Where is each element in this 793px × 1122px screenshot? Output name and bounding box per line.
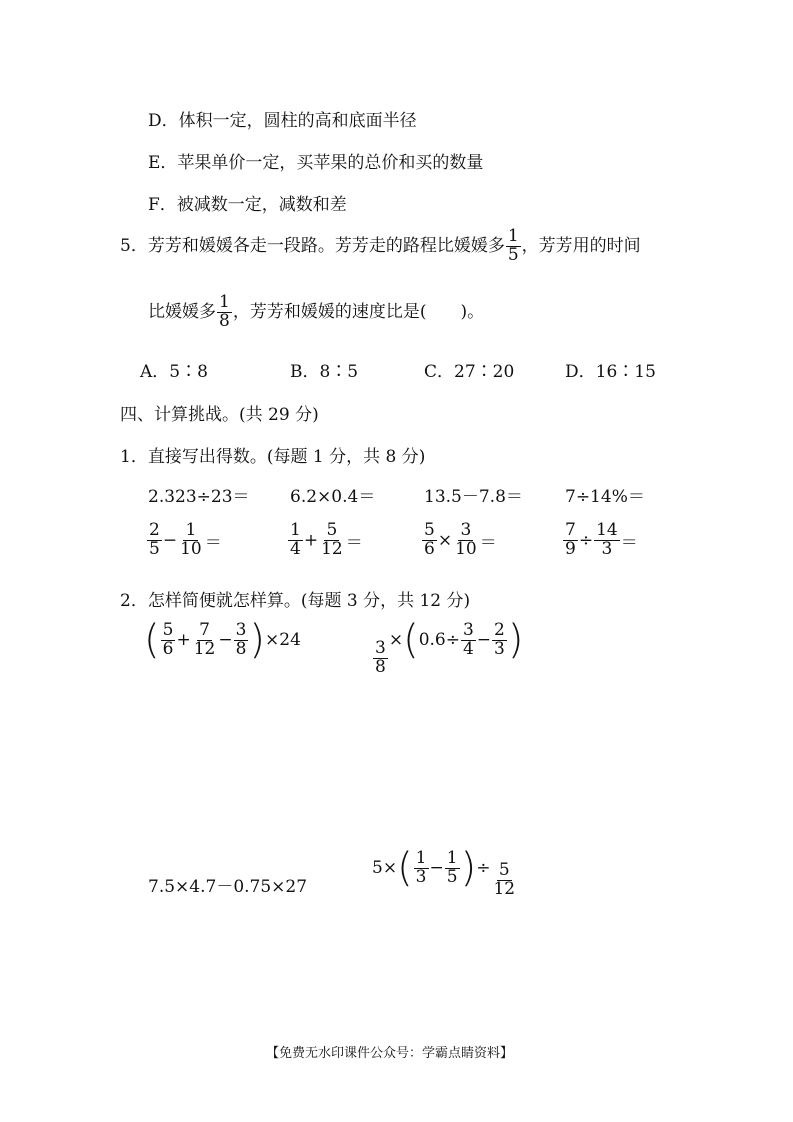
calc-2: 6.2×0.4＝ — [290, 487, 376, 507]
q1-title: 1．直接写出得数。(每题 1 分，共 8 分) — [120, 447, 426, 467]
q5-choice-d: D．16∶15 — [565, 362, 656, 382]
calc-1: 2.323÷23＝ — [148, 487, 250, 507]
q5-text-c: 比媛媛多 — [148, 301, 216, 322]
section-title: 四、计算挑战。(共 29 分) — [120, 405, 319, 425]
calc-8: $\frac{7}{9}$ ÷ $\frac{14}{3}$ ＝ — [565, 520, 638, 559]
footer-note: 【免费无水印课件公众号：学霸点睛资料】 — [266, 1046, 514, 1061]
q5-text-a: 5．芳芳和媛媛各走一段路。芳芳走的路程比媛媛多 — [120, 235, 505, 256]
q5-choice-a: A．5∶8 — [140, 362, 208, 382]
q5-text-b: ，芳芳用的时间 — [521, 235, 641, 256]
expr-1: ( $\frac{5}{6}$ + $\frac{7}{12}$ − $\frac{3}{8}$ )×24 — [144, 617, 301, 663]
q2-title: 2．怎样简便就怎样算。(每题 3 分，共 12 分) — [120, 591, 471, 611]
calc-6: $\frac{1}{4}$ + $\frac{5}{12}$ ＝ — [290, 520, 363, 559]
fraction-one-eighth: $\frac{1}{8}$ — [219, 292, 230, 331]
calc-5: $\frac{2}{5}$ − $\frac{1}{10}$ ＝ — [149, 520, 222, 559]
expr-3: 7.5×4.7－0.75×27 — [148, 877, 308, 897]
option-d: D．体积一定，圆柱的高和底面半径 — [148, 111, 417, 131]
q5-text-d: ，芳芳和媛媛的速度比是( )。 — [232, 301, 485, 322]
expr-4: 5×( $\frac{1}{3}$ − $\frac{1}{5}$ )÷ $\frac{5}{12}$ — [372, 845, 516, 899]
expr-2: $\frac{3}{8}$ ×(0.6÷ $\frac{3}{4}$ − $\frac{2}{3}$ ) — [375, 617, 524, 677]
q5-choice-c: C．27∶20 — [424, 362, 515, 382]
fraction-one-fifth: $\frac{1}{5}$ — [507, 226, 519, 265]
q5-line1 — [120, 228, 641, 265]
calc-7: $\frac{5}{6}$ × $\frac{3}{10}$ ＝ — [424, 520, 497, 559]
q5-choice-b: B．8∶5 — [290, 362, 359, 382]
calc-4: 7÷14%＝ — [565, 487, 645, 507]
calc-3: 13.5－7.8＝ — [424, 487, 523, 507]
option-f: F．被减数一定，减数和差 — [148, 195, 347, 215]
q5-line2 — [148, 294, 484, 331]
option-e: E．苹果单价一定，买苹果的总价和买的数量 — [148, 153, 484, 173]
